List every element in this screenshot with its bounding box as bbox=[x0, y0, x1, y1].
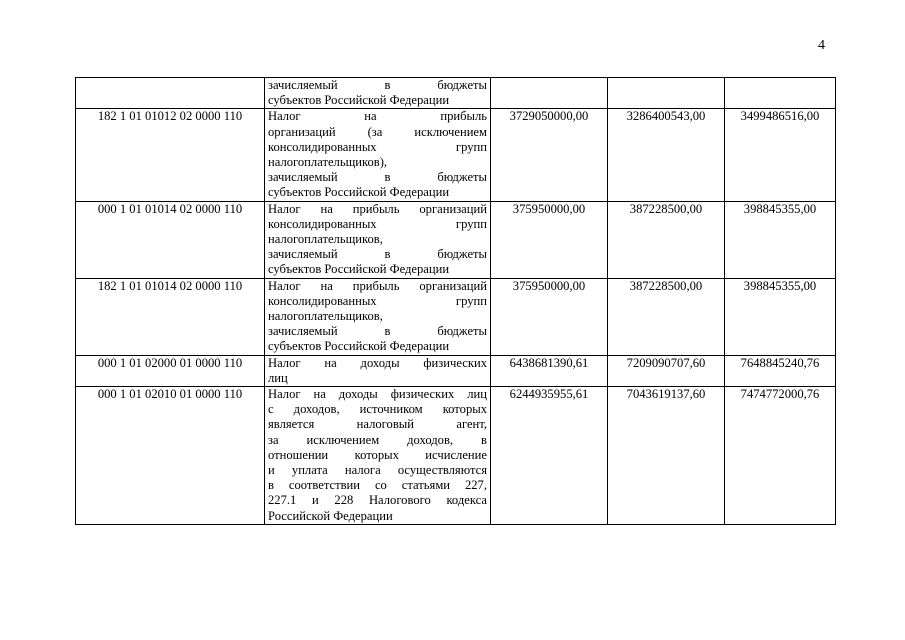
income-name-line: за исключением доходов, в bbox=[268, 432, 487, 447]
table-row bbox=[76, 278, 836, 355]
amount-year-1-cell: 375950000,00 bbox=[491, 278, 608, 355]
budget-code-cell: 000 1 01 02000 01 0000 110 bbox=[76, 355, 265, 386]
income-name-line: 227.1 и 228 Налогового кодекса bbox=[268, 493, 487, 508]
amount-year-2-cell: 7043619137,60 bbox=[608, 387, 725, 525]
income-name-line: зачисляемый в бюджеты bbox=[268, 324, 487, 339]
table-row bbox=[76, 355, 836, 386]
income-name-line: Налог на прибыль bbox=[268, 109, 487, 124]
income-name-line: является налоговый агент, bbox=[268, 417, 487, 432]
table-row bbox=[76, 387, 836, 525]
income-name-line: консолидированных групп bbox=[268, 139, 487, 154]
amount-year-1-cell bbox=[491, 78, 608, 109]
table-row bbox=[76, 78, 836, 109]
table-row bbox=[76, 109, 836, 201]
amount-year-3-cell: 398845355,00 bbox=[725, 278, 836, 355]
budget-code-cell bbox=[76, 78, 265, 109]
income-name-line: консолидированных групп bbox=[268, 293, 487, 308]
income-name-line: Налог на доходы физических лиц bbox=[268, 387, 487, 402]
income-name-line: налогоплательщиков, bbox=[268, 309, 383, 324]
income-name-line: консолидированных групп bbox=[268, 216, 487, 231]
amount-year-1-cell: 6244935955,61 bbox=[491, 387, 608, 525]
amount-year-3-cell bbox=[725, 78, 836, 109]
amount-year-2-cell: 3286400543,00 bbox=[608, 109, 725, 201]
page-number: 4 bbox=[818, 38, 825, 53]
income-name-cell bbox=[265, 278, 491, 355]
amount-year-3-cell: 7648845240,76 bbox=[725, 355, 836, 386]
amount-year-2-cell bbox=[608, 78, 725, 109]
budget-code-cell: 182 1 01 01012 02 0000 110 bbox=[76, 109, 265, 201]
income-name-cell bbox=[265, 78, 491, 109]
income-name-line: зачисляемый в бюджеты bbox=[268, 78, 487, 92]
income-name-line: организаций (за исключением bbox=[268, 124, 487, 139]
income-name-line: зачисляемый в бюджеты bbox=[268, 170, 487, 185]
amount-year-3-cell: 3499486516,00 bbox=[725, 109, 836, 201]
budget-code-cell: 000 1 01 02010 01 0000 110 bbox=[76, 387, 265, 525]
income-name-cell bbox=[265, 355, 491, 386]
income-name-line: Российской Федерации bbox=[268, 508, 393, 523]
income-name-cell bbox=[265, 109, 491, 201]
amount-year-2-cell: 387228500,00 bbox=[608, 278, 725, 355]
income-name-line: с доходов, источником которых bbox=[268, 402, 487, 417]
income-name-cell bbox=[265, 387, 491, 525]
amount-year-3-cell: 7474772000,76 bbox=[725, 387, 836, 525]
income-name-line: лиц bbox=[268, 370, 288, 385]
income-name-line: Налог на прибыль организаций bbox=[268, 201, 487, 216]
budget-table bbox=[75, 77, 836, 525]
income-name-line: Налог на доходы физических bbox=[268, 355, 487, 370]
income-name-line: отношении которых исчисление bbox=[268, 447, 487, 462]
income-name-line: субъектов Российской Федерации bbox=[268, 93, 450, 108]
income-name-line: налогоплательщиков, bbox=[268, 232, 383, 247]
income-name-cell bbox=[265, 201, 491, 278]
income-name-line: Налог на прибыль организаций bbox=[268, 278, 487, 293]
budget-code-cell: 000 1 01 01014 02 0000 110 bbox=[76, 201, 265, 278]
amount-year-2-cell: 7209090707,60 bbox=[608, 355, 725, 386]
table-row bbox=[76, 201, 836, 278]
budget-code-cell: 182 1 01 01014 02 0000 110 bbox=[76, 278, 265, 355]
amount-year-2-cell: 387228500,00 bbox=[608, 201, 725, 278]
income-name-line: в соответствии со статьями 227, bbox=[268, 478, 487, 493]
income-name-line: зачисляемый в бюджеты bbox=[268, 247, 487, 262]
income-name-line: субъектов Российской Федерации bbox=[268, 262, 450, 277]
income-name-line: и уплата налога осуществляются bbox=[268, 463, 487, 478]
amount-year-3-cell: 398845355,00 bbox=[725, 201, 836, 278]
income-name-line: субъектов Российской Федерации bbox=[268, 185, 450, 200]
income-name-line: налогоплательщиков), bbox=[268, 155, 388, 170]
amount-year-1-cell: 3729050000,00 bbox=[491, 109, 608, 201]
amount-year-1-cell: 375950000,00 bbox=[491, 201, 608, 278]
amount-year-1-cell: 6438681390,61 bbox=[491, 355, 608, 386]
income-name-line: субъектов Российской Федерации bbox=[268, 339, 450, 354]
